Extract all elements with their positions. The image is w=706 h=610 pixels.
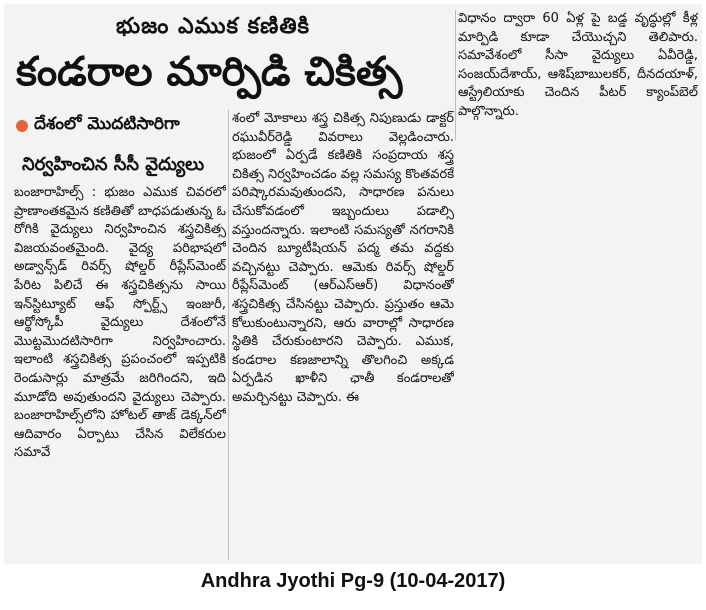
headline: కండరాల మార్పిడి చికిత్స	[16, 49, 403, 95]
source-caption: Andhra Jyothi Pg-9 (10-04-2017)	[200, 570, 506, 592]
article-column-2: శంలో మోకాలు శస్త్ర చికిత్స నిపుణుడు డాక్టర్ రఘువీర్‌రెడ్డి వివరాలు వెల్లడించారు. భుజంలో ఏర్పడే కణితికి సంప్రదాయ శస్త్ర చికిత్స నిర్వహించడం వల్ల సమస్య కొంతవరకే పరిష్కారమవుతుందని, సాధారణ పనులు చేసుకోవడంలో ఇబ్బందులు పడాల్సి వస్తుందన్నారు. ఇలాంటి సమస్యతో నగరానికి చెందిన బ్యూటీషియన్ పద్మ తమ వద్దకు వచ్చినట్టు చెప్పారు. ఆమెకు రివర్స్ షోల్డర్ రీప్లేస్‌మెంట్ (ఆర్ఎస్ఆర్) విధానంతో శస్త్రచికిత్స చేసినట్టు చెప్పారు. ప్రస్తుతం ఆమె కోలుకుంటున్నారని, ఆరు వారాల్లో సాధారణ స్థితికి చేరుకుంటారని చెప్పారు. ఎముక, కండరాల కణజాలాన్ని తొలగించి అక్కడ ఏర్పడిన ఖాళీని ఛాతీ కండరాలతో అమర్చినట్టు చెప్పారు. ఈ	[232, 111, 454, 405]
headline-kicker: భుజం ఎముక కణితికి	[116, 14, 311, 39]
secondary-subheadline: నిర్వహించిన సీసీ వైద్యులు	[22, 154, 205, 175]
article-column-3: విధానం ద్వారా 60 ఏళ్ల పై బడ్డ వృద్ధుల్లో కీళ్ల మార్పిడి కూడా చేయొచ్చని తెలిపారు. సమావేశంలో సీసా వైద్యులు ఏవీరెడ్డి, సంజయ్‌దేశాయ్, ఆశిష్‌బాబులకర్, దీనదయాళ్, ఆస్ట్రేలియాకు చెందిన పీటర్ క్యాంప్‌బెల్ పాల్గొన్నారు.	[458, 11, 698, 119]
column-divider	[228, 110, 229, 560]
column-divider	[455, 10, 456, 140]
bullet-icon	[16, 120, 28, 132]
newspaper-clipping	[4, 4, 702, 564]
subheadline-text: దేశంలో మొదటిసారిగా	[34, 114, 180, 134]
subheadline	[16, 114, 180, 138]
article-column-1: బంజారాహిల్స్ : భుజం ఎముక చివరలో ప్రాణాంతకమైన కణితితో బాధపడుతున్న ఓ రోగికి వైద్యులు నిర్వహించిన శస్త్రచికిత్స విజయవంతమైంది. వైద్య పరిభాషలో అడ్వాన్స్‌డ్ రివర్స్ షోల్డర్ రీప్లేస్‌మెంట్ పేరిట పిలిచే ఈ శస్త్రచికిత్సను సాయి ఇన్‌స్టిట్యూట్ ఆఫ్ స్పోర్ట్స్ ఇంజురీ, ఆర్థోస్కోపీ వైద్యులు దేశంలోనే మొట్టమొదటిసారిగా నిర్వహించారు. ఇలాంటి శస్త్రచికిత్స ప్రపంచంలో ఇప్పటికి రెండుసార్లు మాత్రమే జరిగిందని, ఇది మూడోది అవుతుందని వైద్యులు చెప్పారు. బంజారాహిల్స్‌లోని హోటల్ తాజ్ డెక్కన్‌లో ఆదివారం ఏర్పాటు చేసిన విలేకరుల సమావే	[14, 185, 226, 461]
